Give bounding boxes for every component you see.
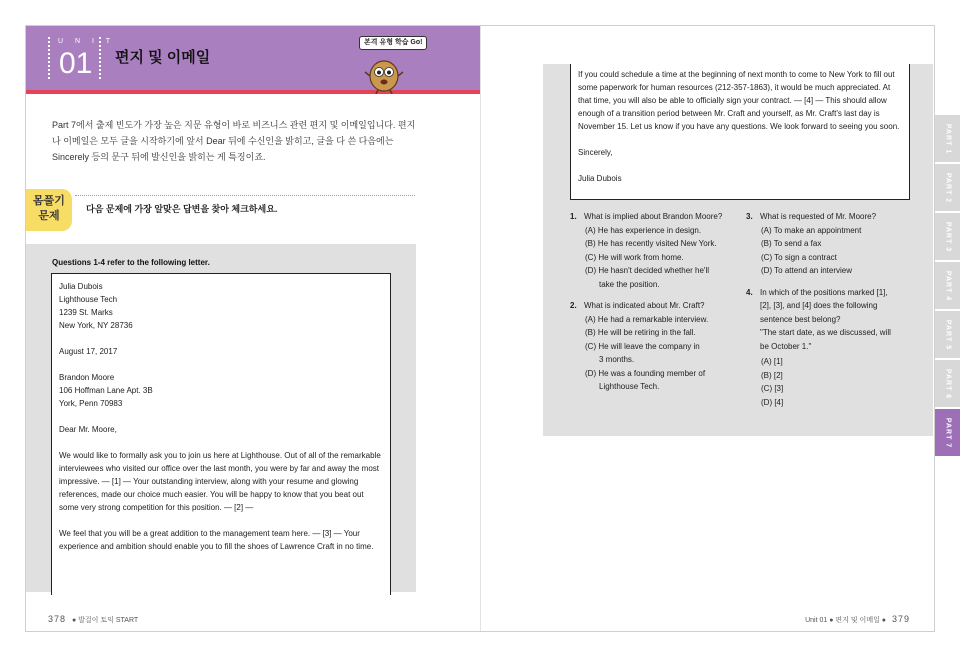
letter-paragraph-2: We feel that you will be a great addition to the management team here. — [3] — Your experience and ambition should enable you to fill the shoes of Lawrence Craft in no time. — [59, 529, 374, 551]
answer-option[interactable]: (C) He will work from home. — [585, 252, 684, 262]
instruction-rule — [75, 195, 415, 196]
warmup-badge-line2: 문제 — [38, 210, 60, 222]
question-stem: What is requested of Mr. Moore? — [760, 212, 877, 221]
question-stem-line: be October 1." — [760, 341, 812, 351]
answer-option[interactable]: (C) He will leave the company in — [585, 341, 700, 351]
go-badge: 본격 유형 학습 Go! — [359, 36, 427, 50]
answer-option[interactable]: (B) He will be retiring in the fall. — [585, 328, 696, 337]
tab-label: PART 3 — [944, 221, 951, 252]
questions-label: Questions 1-4 refer to the following letter. — [52, 258, 210, 267]
recipient-address — [59, 371, 383, 410]
letter-closing: Sincerely, — [578, 148, 613, 157]
tab-label: PART 1 — [944, 123, 951, 154]
question-column-right — [746, 210, 916, 415]
unit-title: 편지 및 이메일 — [115, 49, 211, 66]
tab-label: PART 7 — [944, 417, 951, 448]
answer-option[interactable]: (A) [1] — [761, 357, 783, 366]
tab-label: PART 6 — [944, 368, 951, 399]
recipient-line: 106 Hoffman Lane Apt. 3B — [59, 386, 153, 395]
letter-paragraph-3: If you could schedule a time at the beginning of next month to come to New York to fill out some paperwork for human resources (212-357-1863), it would be much appreciated. At that time, you will also be able to officially sign your contract. — [4] — This should allow enough of a transition period between Mr. Craft and yourself, as Mr. Craft's last day is November 15. Let us know if you have any questions. We look forward to seeing you soon. — [578, 70, 900, 131]
footer-unit-title: Unit 01 ● 편지 및 이메일 ● — [805, 617, 887, 624]
tab-part-1[interactable] — [935, 115, 960, 163]
answer-option[interactable]: (D) [4] — [761, 397, 784, 407]
tab-part-7[interactable] — [935, 409, 960, 457]
page-number-right: 379 — [891, 614, 910, 624]
mascot-icon — [362, 54, 406, 94]
letter-paragraph-1: We would like to formally ask you to join us here at Lighthouse. Out of all of the remarkable interviewees who visited our office over the last month, you were by far and away the most impressive. — [1] — Your outstanding interview, along with your resume and glowing references, made our choice much easier. You will be happy to know that you beat out some very strong competition for this position. — [2] — — [59, 451, 381, 512]
question-stem-line: sentence best belong? — [760, 314, 841, 324]
question-stem-line: In which of the positions marked [1], — [760, 287, 888, 297]
book-spine — [480, 26, 481, 631]
tab-part-3[interactable] — [935, 213, 960, 261]
question-1 — [570, 210, 748, 291]
question-number: 2. — [570, 301, 577, 310]
sender-line: 1239 St. Marks — [59, 308, 113, 317]
sender-line: Julia Dubois — [59, 282, 103, 291]
answer-option[interactable]: (D) To attend an interview — [761, 266, 853, 275]
answer-option-continued: Lighthouse Tech. — [599, 382, 660, 391]
unit-number: 01 — [59, 47, 93, 80]
answer-option-continued: 3 months. — [599, 355, 635, 364]
answer-option-continued: take the position. — [599, 279, 660, 289]
answer-option[interactable]: (B) He has recently visited New York. — [585, 239, 717, 248]
tab-part-4[interactable] — [935, 262, 960, 310]
sender-address — [59, 280, 383, 332]
answer-option[interactable]: (D) He hasn't decided whether he'll — [585, 266, 710, 275]
tab-part-5[interactable] — [935, 311, 960, 359]
recipient-line: York, Penn 70983 — [59, 399, 123, 408]
answer-option[interactable]: (C) [3] — [761, 384, 784, 393]
instruction-text: 다음 문제에 가장 알맞은 답변을 찾아 체크하세요. — [86, 204, 278, 214]
question-stem: What is indicated about Mr. Craft? — [584, 301, 705, 310]
question-stem-line: [2], [3], and [4] does the following — [760, 301, 878, 310]
salutation: Dear Mr. Moore, — [59, 425, 117, 434]
question-2 — [570, 299, 748, 394]
letter-signature: Julia Dubois — [578, 174, 622, 183]
footer-left — [48, 614, 138, 625]
answer-option[interactable]: (B) [2] — [761, 370, 783, 380]
question-column-left — [570, 210, 748, 400]
answer-option[interactable]: (A) He had a remarkable interview. — [585, 314, 709, 324]
dotted-divider-left — [48, 37, 50, 79]
answer-option[interactable]: (D) He was a founding member of — [585, 368, 706, 378]
question-4 — [746, 286, 916, 410]
letter-continuation — [570, 64, 910, 200]
tab-part-2[interactable] — [935, 164, 960, 212]
warmup-badge — [26, 189, 72, 231]
question-3 — [746, 210, 916, 278]
question-number: 4. — [746, 287, 753, 297]
warmup-badge-line1: 몸풀기 — [33, 195, 65, 207]
answer-option[interactable]: (A) To make an appointment — [761, 225, 862, 235]
tab-label: PART 4 — [944, 270, 951, 301]
tab-label: PART 5 — [944, 319, 951, 350]
page-number-left: 378 — [48, 614, 67, 624]
question-stem-line: "The start date, as we discussed, will — [760, 328, 891, 337]
header-stripe — [26, 90, 480, 94]
footer-right — [805, 614, 910, 625]
answer-option[interactable]: (B) To send a fax — [761, 239, 822, 248]
letter-date: August 17, 2017 — [59, 347, 118, 356]
sender-line: Lighthouse Tech — [59, 295, 118, 304]
answer-option[interactable]: (C) To sign a contract — [761, 252, 837, 262]
recipient-line: Brandon Moore — [59, 373, 115, 382]
question-number: 1. — [570, 212, 577, 221]
footer-book-title: ● 발걸이 토익 START — [71, 617, 139, 624]
intro-paragraph: Part 7에서 출제 빈도가 가장 높은 지문 유형이 바로 비즈니스 관련 편지 및 이메일입니다. 편지나 이메일은 모두 글을 시작하기에 앞서 Dear 뒤에 수신인을 밝히고, 글을 다 쓴 다음에는 Sincerely 등의 문구 뒤에 발신인을 밝히는 게 특징이죠. — [52, 120, 416, 162]
answer-option[interactable]: (A) He has experience in design. — [585, 225, 702, 235]
unit-label: U N I T — [58, 38, 116, 45]
question-number: 3. — [746, 212, 753, 221]
letter-box — [51, 273, 391, 595]
tab-part-6[interactable] — [935, 360, 960, 408]
tab-label: PART 2 — [944, 172, 951, 203]
question-stem: What is implied about Brandon Moore? — [584, 212, 723, 221]
sender-line: New York, NY 28736 — [59, 321, 133, 330]
